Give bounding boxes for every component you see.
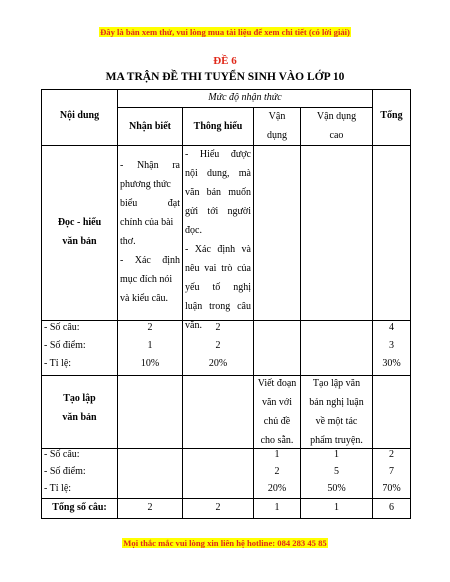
text-line: Viết đoạn <box>257 378 297 389</box>
row-label-doc-hieu <box>42 213 117 251</box>
total-van-dung-cao: 1 <box>334 502 339 513</box>
total-nhan-biet: 2 <box>147 502 153 513</box>
doc-hieu-stats-labels <box>44 319 116 373</box>
header-van-dung-line2: dụng <box>267 130 287 141</box>
doc-hieu-thong-hieu-stats <box>183 319 253 373</box>
header-van-dung-cao-line2: cao <box>329 130 344 141</box>
text-line: nêu vai trò của <box>185 263 251 274</box>
text-line: chính của bài <box>120 217 174 228</box>
tao-lap-van-dung-cao-stats <box>301 446 372 497</box>
doc-hieu-thong-hieu-text <box>185 145 251 335</box>
text-line: văn với <box>261 397 292 408</box>
text-line: văn. <box>185 320 202 331</box>
stat-value: 1 <box>147 340 153 351</box>
tao-lap-tong-stats <box>373 446 410 497</box>
text-line: bản nghị luận <box>309 397 364 408</box>
page-title: MA TRẬN ĐỀ THI TUYỂN SINH VÀO LỚP 10 <box>105 71 345 83</box>
text-line: chủ đề <box>263 416 291 427</box>
stat-value: 1 <box>274 449 280 460</box>
text-line: đọc. <box>185 225 202 236</box>
header-noi-dung: Nội dung <box>59 110 100 121</box>
doc-hieu-nhan-biet-text <box>120 156 180 308</box>
total-van-dung: 1 <box>274 502 280 513</box>
stat-label-so-cau: - Số câu: <box>44 322 80 333</box>
tao-lap-van-dung-cao-text <box>301 374 372 450</box>
stat-value: 2 <box>215 322 221 333</box>
row-label-tao-lap <box>42 389 117 427</box>
header-muc-do: Mức độ nhận thức <box>208 92 282 103</box>
text-line: thơ. <box>120 236 136 247</box>
matrix-table <box>41 89 411 519</box>
text-line: gửi tới người <box>185 206 251 217</box>
header-van-dung <box>254 107 300 145</box>
stat-value: 7 <box>389 466 394 477</box>
tao-lap-van-dung-text <box>254 374 300 450</box>
stat-label-ti-le: - Tỉ lệ: <box>44 358 72 369</box>
stat-value: 30% <box>382 358 401 369</box>
text-line: văn bản muốn <box>185 187 251 198</box>
text-line: luận trong câu <box>185 301 251 312</box>
text-line: - Xác định <box>120 255 180 266</box>
tao-lap-stats-labels <box>44 446 116 497</box>
text-line: biểu đạt <box>120 198 180 209</box>
row-label-tao-lap-line1: Tạo lập <box>63 393 96 404</box>
total-tong: 6 <box>389 502 394 513</box>
stat-label-so-diem: - Số điểm: <box>44 466 86 477</box>
stat-value: 4 <box>389 322 394 333</box>
hotline-banner: Mọi thắc mắc vui lòng xin liên hệ hotline: 084 283 45 85 <box>123 538 327 548</box>
text-line: - Xác định và <box>185 244 251 255</box>
stat-value: 3 <box>389 340 394 351</box>
stat-label-so-diem: - Số điểm: <box>44 340 86 351</box>
header-van-dung-line1: Vận <box>268 111 286 122</box>
doc-hieu-tong-stats <box>373 319 410 373</box>
row-label-doc-hieu-line1: Đọc - hiểu <box>57 217 102 228</box>
text-line: Tạo lập văn <box>312 378 361 389</box>
total-thong-hieu: 2 <box>215 502 221 513</box>
text-line: phẩm truyện. <box>310 435 363 446</box>
stat-value: 5 <box>334 466 339 477</box>
stat-value: 10% <box>140 358 160 369</box>
stat-value: 50% <box>327 483 346 494</box>
stat-value: 70% <box>382 483 401 494</box>
text-line: - Nhận ra <box>120 160 180 171</box>
stat-value: 2 <box>274 466 280 477</box>
text-line: cho sẵn. <box>260 435 294 446</box>
tao-lap-van-dung-stats <box>254 446 300 497</box>
total-row-label: Tổng số câu: <box>52 502 107 513</box>
text-line: - Hiểu được <box>185 149 251 160</box>
header-tong: Tổng <box>380 110 403 121</box>
preview-notice-banner: Đây là bản xem thử, vui lòng mua tài liệu để xem chi tiết (có lời giải) <box>100 27 350 37</box>
text-line: nội dung, mà <box>185 168 251 179</box>
header-van-dung-cao <box>301 107 372 145</box>
text-line: và kiểu câu. <box>120 293 169 304</box>
stat-label-ti-le: - Tỉ lệ: <box>44 483 72 494</box>
header-van-dung-cao-line1: Vận dụng <box>316 111 357 122</box>
doc-hieu-nhan-biet-stats <box>118 319 182 373</box>
stat-value: 2 <box>147 322 153 333</box>
text-line: phương thức <box>120 179 171 190</box>
stat-value: 2 <box>215 340 221 351</box>
row-label-doc-hieu-line2: văn bản <box>62 236 97 247</box>
stat-label-so-cau: - Số câu: <box>44 449 80 460</box>
text-line: về một tác <box>315 416 358 427</box>
stat-value: 20% <box>208 358 228 369</box>
text-line: yếu tố nghị <box>185 282 251 293</box>
header-thong-hieu: Thông hiểu <box>193 121 243 132</box>
text-line: mục đích nói <box>120 274 173 285</box>
row-label-tao-lap-line2: văn bản <box>62 412 97 423</box>
stat-value: 20% <box>267 483 287 494</box>
stat-value: 1 <box>334 449 339 460</box>
stat-value: 2 <box>389 449 394 460</box>
exam-label: ĐỀ 6 <box>213 55 237 67</box>
header-nhan-biet: Nhận biết <box>129 121 171 132</box>
